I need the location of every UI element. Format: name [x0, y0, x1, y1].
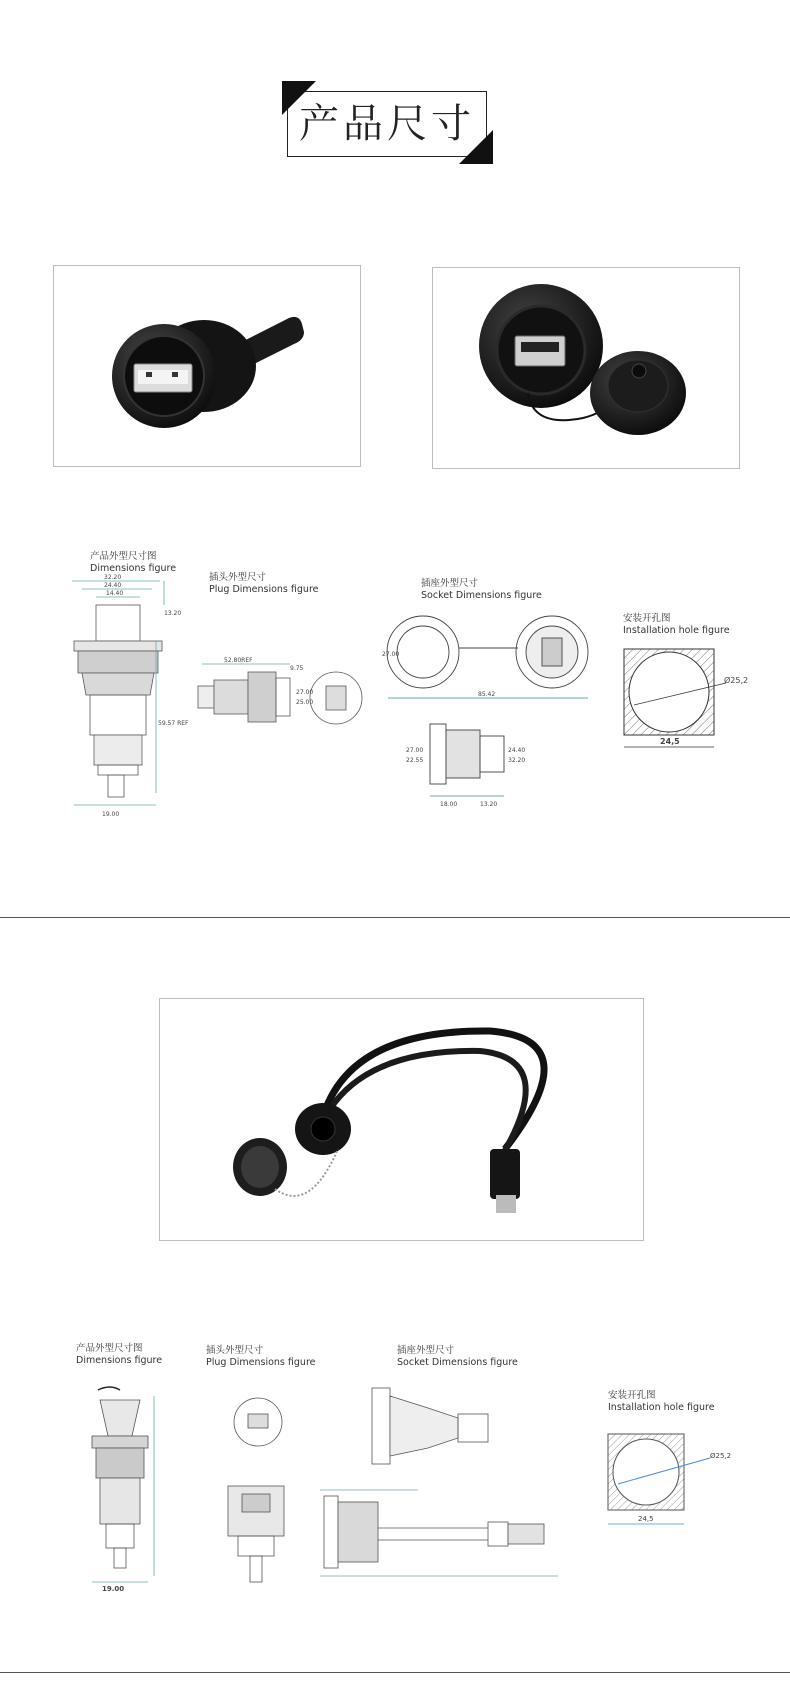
s1-dim-hole-w: 24,5 — [660, 737, 680, 746]
s1-dimensions-en: Dimensions figure — [90, 563, 177, 574]
s1-caption-plug — [209, 572, 318, 596]
s1-dimensions-cn: 产品外型尺寸图 — [90, 551, 157, 562]
s1-dim-sock-s3: 24.40 — [508, 747, 526, 754]
s1-dim-d1: 32.20 — [104, 574, 122, 581]
usb-cable-image — [160, 999, 643, 1240]
s2-caption-plug — [206, 1345, 315, 1369]
s1-dim-sock-s2: 22.55 — [406, 757, 424, 764]
s2-socket-cn: 插座外型尺寸 — [397, 1345, 455, 1356]
s1-caption-dimensions — [90, 551, 176, 575]
s1-dim-plug-h1: 27.00 — [296, 689, 314, 696]
s1-caption-socket — [421, 578, 542, 602]
s1-dim-sock-b2: 13.20 — [480, 801, 498, 808]
s1-install-en: Installation hole figure — [623, 625, 730, 636]
s2-dimensions-en: Dimensions figure — [76, 1355, 163, 1366]
s2-dim-hole-w: 24,5 — [638, 1515, 654, 1523]
usb-socket-image — [433, 268, 739, 468]
s1-socket-en: Socket Dimensions figure — [421, 590, 542, 601]
s2-install-en: Installation hole figure — [608, 1402, 715, 1413]
s1-dim-plug-len: 52.80REF — [224, 657, 253, 664]
photo-socket — [432, 267, 740, 469]
s1-install-cn: 安装开孔图 — [623, 613, 671, 624]
s2-install-cn: 安装开孔图 — [608, 1390, 656, 1401]
s1-socket-drawing — [380, 612, 600, 812]
s2-install-drawing — [600, 1428, 740, 1538]
page-title: 产品尺寸 — [299, 101, 475, 147]
s2-dim-hole-d: Ø25,2 — [710, 1452, 732, 1460]
s2-dimensions-cn: 产品外型尺寸图 — [76, 1343, 143, 1354]
s1-dim-d4: 13.20 — [164, 610, 182, 617]
s1-plug-drawing — [196, 656, 371, 736]
s1-dim-sock-b1: 18.00 — [440, 801, 458, 808]
s1-dim-sock-w: 85.42 — [478, 691, 496, 698]
s1-dim-base: 19.00 — [102, 811, 120, 818]
s2-dim-base: 19.00 — [102, 1585, 125, 1593]
s1-dim-d3: 14.40 — [106, 590, 124, 597]
s1-dim-ref: 59.57 REF — [158, 720, 189, 727]
s2-plug-en: Plug Dimensions figure — [206, 1357, 316, 1368]
s2-caption-install — [608, 1390, 715, 1414]
s2-caption-dimensions — [76, 1343, 162, 1367]
s1-install-drawing — [620, 645, 750, 760]
s1-dim-hole-d: Ø25,2 — [724, 676, 749, 685]
s1-plug-en: Plug Dimensions figure — [209, 584, 319, 595]
s2-dimensions-drawing — [70, 1380, 170, 1595]
s2-socket-en: Socket Dimensions figure — [397, 1357, 518, 1368]
photo-plug — [53, 265, 361, 467]
s1-plug-cn: 插头外型尺寸 — [209, 572, 267, 583]
s1-dim-plug-h2: 25.00 — [296, 699, 314, 706]
s1-dim-sock-h: 27.00 — [382, 651, 400, 658]
section-divider-1 — [0, 917, 790, 918]
s1-dim-sock-s4: 32.20 — [508, 757, 526, 764]
s1-caption-install — [623, 613, 730, 637]
s1-dim-sock-s1: 27.00 — [406, 747, 424, 754]
s1-socket-cn: 插座外型尺寸 — [421, 578, 479, 589]
photo-cable — [159, 998, 644, 1241]
s2-plug-drawing — [208, 1390, 298, 1590]
s1-dim-plug-tip: 9.75 — [290, 665, 304, 672]
s2-socket-drawing — [318, 1378, 598, 1588]
usb-plug-image — [54, 266, 360, 466]
s1-dimensions-drawing — [60, 574, 189, 825]
s1-dim-d2: 24.40 — [104, 582, 122, 589]
s2-plug-cn: 插头外型尺寸 — [206, 1345, 264, 1356]
s2-caption-socket — [397, 1345, 518, 1369]
section-divider-2 — [0, 1672, 790, 1673]
